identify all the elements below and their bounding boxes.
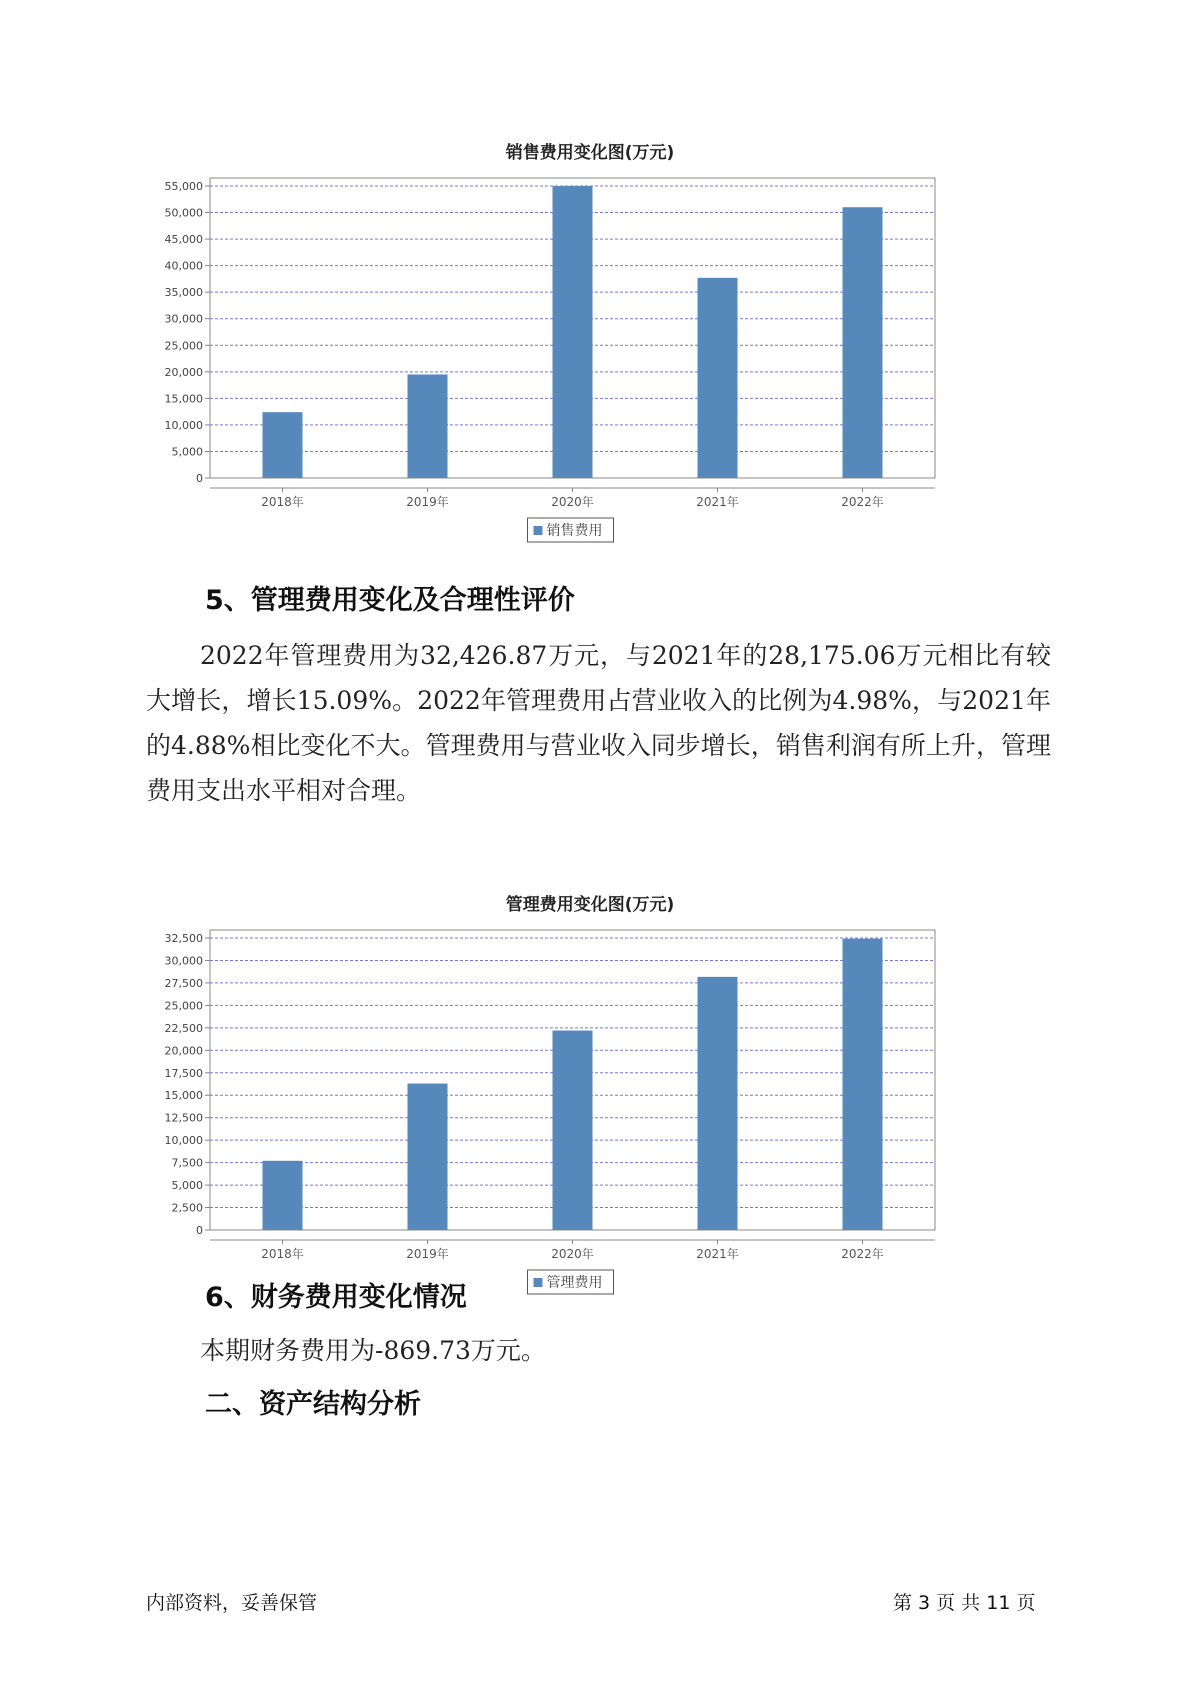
- y-tick-label: 25,000: [164, 339, 203, 353]
- x-tick-label: 2018年: [261, 1247, 304, 1261]
- y-tick-label: 30,000: [164, 954, 203, 968]
- y-tick-label: 27,500: [164, 976, 203, 990]
- y-tick-label: 10,000: [164, 418, 203, 432]
- y-tick-label: 5,000: [171, 445, 203, 459]
- section6-heading: 6、财务费用变化情况: [205, 1282, 467, 1313]
- section6-text: 本期财务费用为-869.73万元。: [200, 1336, 546, 1365]
- y-tick-label: 50,000: [164, 206, 203, 220]
- y-tick-label: 15,000: [164, 392, 203, 406]
- y-tick-label: 40,000: [164, 259, 203, 273]
- x-tick-label: 2021年: [696, 495, 739, 509]
- y-tick-label: 55,000: [164, 180, 203, 193]
- y-tick-label: 2,500: [171, 1201, 203, 1215]
- legend-swatch: [534, 1278, 543, 1287]
- admin-expense-chart: [150, 890, 1030, 1340]
- legend-label: 管理费用: [546, 1275, 603, 1291]
- y-tick-label: 0: [196, 472, 203, 485]
- bar: [553, 1031, 593, 1230]
- bar: [843, 207, 883, 478]
- y-tick-label: 10,000: [164, 1134, 203, 1148]
- x-tick-label: 2020年: [551, 495, 594, 509]
- section5-paragraph-text: 2022年管理费用为32,426.87万元，与2021年的28,175.06万元相比有较大增长，增长15.09%。2022年管理费用占营业收入的比例为4.98%，与2021年的4.88%相比变化不大。管理费用与营业收入同步增长，销售利润有所上升，管理费用支出水平相对合理。: [146, 641, 1051, 805]
- admin-expense-chart-svg: [150, 890, 1030, 1340]
- y-tick-label: 30,000: [164, 312, 203, 326]
- x-tick-label: 2022年: [841, 1247, 884, 1261]
- footer-confidential: 内部资料，妥善保管: [146, 1592, 318, 1614]
- y-tick-label: 12,500: [164, 1111, 203, 1125]
- bar: [843, 939, 883, 1230]
- y-tick-label: 22,500: [164, 1021, 203, 1035]
- section-two-heading: 二、资产结构分析: [205, 1389, 421, 1420]
- footer-page-number: 第 3 页 共 11 页: [893, 1592, 1036, 1614]
- bar: [698, 278, 738, 478]
- y-tick-label: 5,000: [171, 1179, 203, 1193]
- y-tick-label: 25,000: [164, 999, 203, 1013]
- x-tick-label: 2018年: [261, 495, 304, 509]
- chart-title: 管理费用变化图(万元): [505, 895, 675, 915]
- chart-title: 销售费用变化图(万元): [505, 143, 675, 163]
- bar: [553, 186, 593, 478]
- y-tick-label: 32,500: [164, 932, 203, 945]
- x-tick-label: 2020年: [551, 1247, 594, 1261]
- section5-heading: 5、管理费用变化及合理性评价: [205, 585, 575, 616]
- y-tick-label: 20,000: [164, 1044, 203, 1058]
- y-tick-label: 20,000: [164, 365, 203, 379]
- section5-paragraph: [146, 633, 1051, 813]
- bar: [408, 374, 448, 478]
- y-tick-label: 15,000: [164, 1089, 203, 1103]
- x-tick-label: 2022年: [841, 495, 884, 509]
- legend-swatch: [534, 526, 543, 535]
- bar: [698, 977, 738, 1230]
- sales-expense-chart-svg: [150, 138, 1030, 588]
- legend-label: 销售费用: [546, 523, 603, 539]
- bar: [408, 1084, 448, 1230]
- y-tick-label: 17,500: [164, 1066, 203, 1080]
- x-tick-label: 2021年: [696, 1247, 739, 1261]
- sales-expense-chart: [150, 138, 1030, 588]
- y-tick-label: 35,000: [164, 286, 203, 300]
- bar: [263, 1161, 303, 1230]
- bar: [263, 412, 303, 478]
- y-tick-label: 7,500: [171, 1156, 203, 1170]
- x-tick-label: 2019年: [406, 1247, 449, 1261]
- y-tick-label: 0: [196, 1224, 203, 1237]
- x-tick-label: 2019年: [406, 495, 449, 509]
- y-tick-label: 45,000: [164, 233, 203, 247]
